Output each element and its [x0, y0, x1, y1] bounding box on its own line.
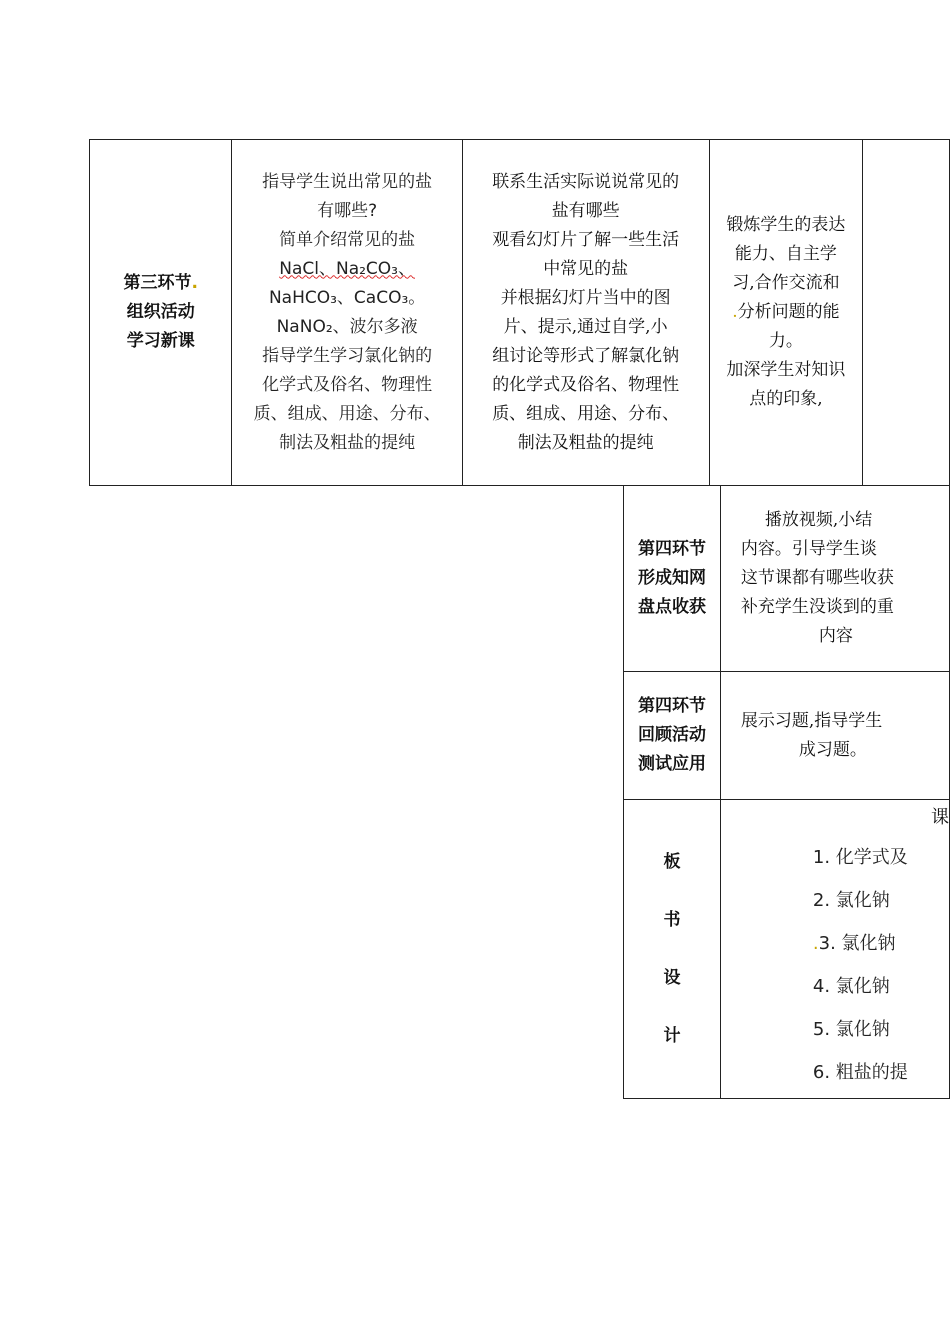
board-item: 6. 粗盐的提 — [812, 1062, 908, 1083]
board-label-char: 设 — [663, 968, 681, 988]
teacher-line: 指导学生说出常见的盐 — [262, 171, 433, 192]
section3-stage-cell — [90, 140, 232, 486]
section4b-content-line: 展示习题,指导学生 — [740, 710, 883, 731]
teacher-line: 化学式及俗名、物理性 — [262, 374, 433, 395]
section4a-stage-line: 第四环节 — [637, 539, 706, 559]
intent-line: 习,合作交流和 — [732, 273, 840, 293]
intent-line: 能力、自主学 — [734, 244, 837, 264]
board-design-content-cell — [720, 800, 949, 1099]
board-item: 4. 氯化钠 — [812, 976, 890, 997]
section3-extra-cell — [863, 140, 950, 486]
board-title: 课 — [931, 807, 949, 828]
section4a-stage-cell — [624, 486, 721, 672]
student-line: 片、提示,通过自学,小 — [503, 316, 668, 337]
board-item: 1. 化学式及 — [812, 847, 908, 868]
student-line: 组讨论等形式了解氯化钠 — [492, 345, 680, 366]
section4b-stage-cell — [624, 672, 721, 800]
section3-design-intent-cell — [709, 140, 863, 486]
section3-stage-line-2: 组织活动 — [126, 302, 195, 322]
intent-line: 锻炼学生的表达 — [726, 215, 846, 235]
student-line: 制法及粗盐的提纯 — [517, 432, 654, 453]
section4a-content-line: 内容。引导学生谈 — [740, 539, 877, 559]
section4a-content-cell — [720, 486, 949, 672]
student-line: 的化学式及俗名、物理性 — [492, 374, 680, 395]
board-design-label-cell — [624, 800, 721, 1099]
section4a-content-line: 补充学生没谈到的重 — [740, 597, 894, 617]
board-label-char: 板 — [663, 852, 681, 872]
intent-line: 力。 — [768, 331, 803, 351]
student-line: 联系生活实际说说常见的 — [492, 171, 680, 192]
student-line: 盐有哪些 — [551, 200, 620, 221]
teacher-line: 简单介绍常见的盐 — [279, 229, 416, 250]
lesson-table-section3 — [89, 139, 950, 486]
board-item: 5. 氯化钠 — [812, 1019, 890, 1040]
section4a-content-line: 这节课都有哪些收获 — [740, 568, 894, 588]
teacher-line: 制法及粗盐的提纯 — [279, 432, 416, 453]
board-label-char: 书 — [663, 910, 681, 930]
section4b-content-line: 成习题。 — [798, 739, 867, 760]
section4a-stage-line: 形成知网 — [637, 568, 706, 588]
intent-line: 加深学生对知识 — [726, 360, 846, 380]
intent-line: 点的印象, — [749, 389, 823, 409]
student-line: 质、组成、用途、分布、 — [492, 403, 680, 424]
teacher-line: 质、组成、用途、分布、 — [253, 403, 441, 424]
teacher-line: NaCl、Na₂CO₃、 — [279, 258, 415, 279]
teacher-line: NaNO₂、波尔多液 — [276, 316, 418, 337]
section3-stage-line-3: 学习新课 — [126, 331, 195, 351]
section4b-content-cell — [720, 672, 949, 800]
section3-stage-line-1: 第三环节. — [123, 273, 198, 293]
student-line: 并根据幻灯片当中的图 — [500, 287, 671, 308]
teacher-line: NaHCO₃、CaCO₃。 — [268, 287, 426, 308]
lesson-table-section4 — [623, 485, 950, 1099]
section4b-stage-line: 回顾活动 — [637, 725, 706, 745]
intent-line: .分析问题的能 — [732, 302, 840, 322]
section4b-stage-line: 测试应用 — [637, 754, 706, 774]
section4b-stage-line: 第四环节 — [637, 696, 706, 716]
board-item: 2. 氯化钠 — [812, 890, 890, 911]
student-line: 观看幻灯片了解一些生活 — [492, 229, 680, 250]
teacher-line: 有哪些? — [317, 200, 378, 221]
section3-teacher-activity-cell — [232, 140, 462, 486]
section4a-content-line: 内容 — [818, 626, 853, 646]
section4a-stage-line: 盘点收获 — [637, 597, 706, 617]
section4a-content-line: 播放视频,小结 — [764, 510, 873, 530]
board-item: .3. 氯化钠 — [812, 933, 896, 954]
section3-student-activity-cell — [462, 140, 709, 486]
board-label-char: 计 — [663, 1026, 681, 1046]
teacher-line: 指导学生学习氯化钠的 — [262, 345, 433, 366]
student-line: 中常见的盐 — [543, 258, 629, 279]
